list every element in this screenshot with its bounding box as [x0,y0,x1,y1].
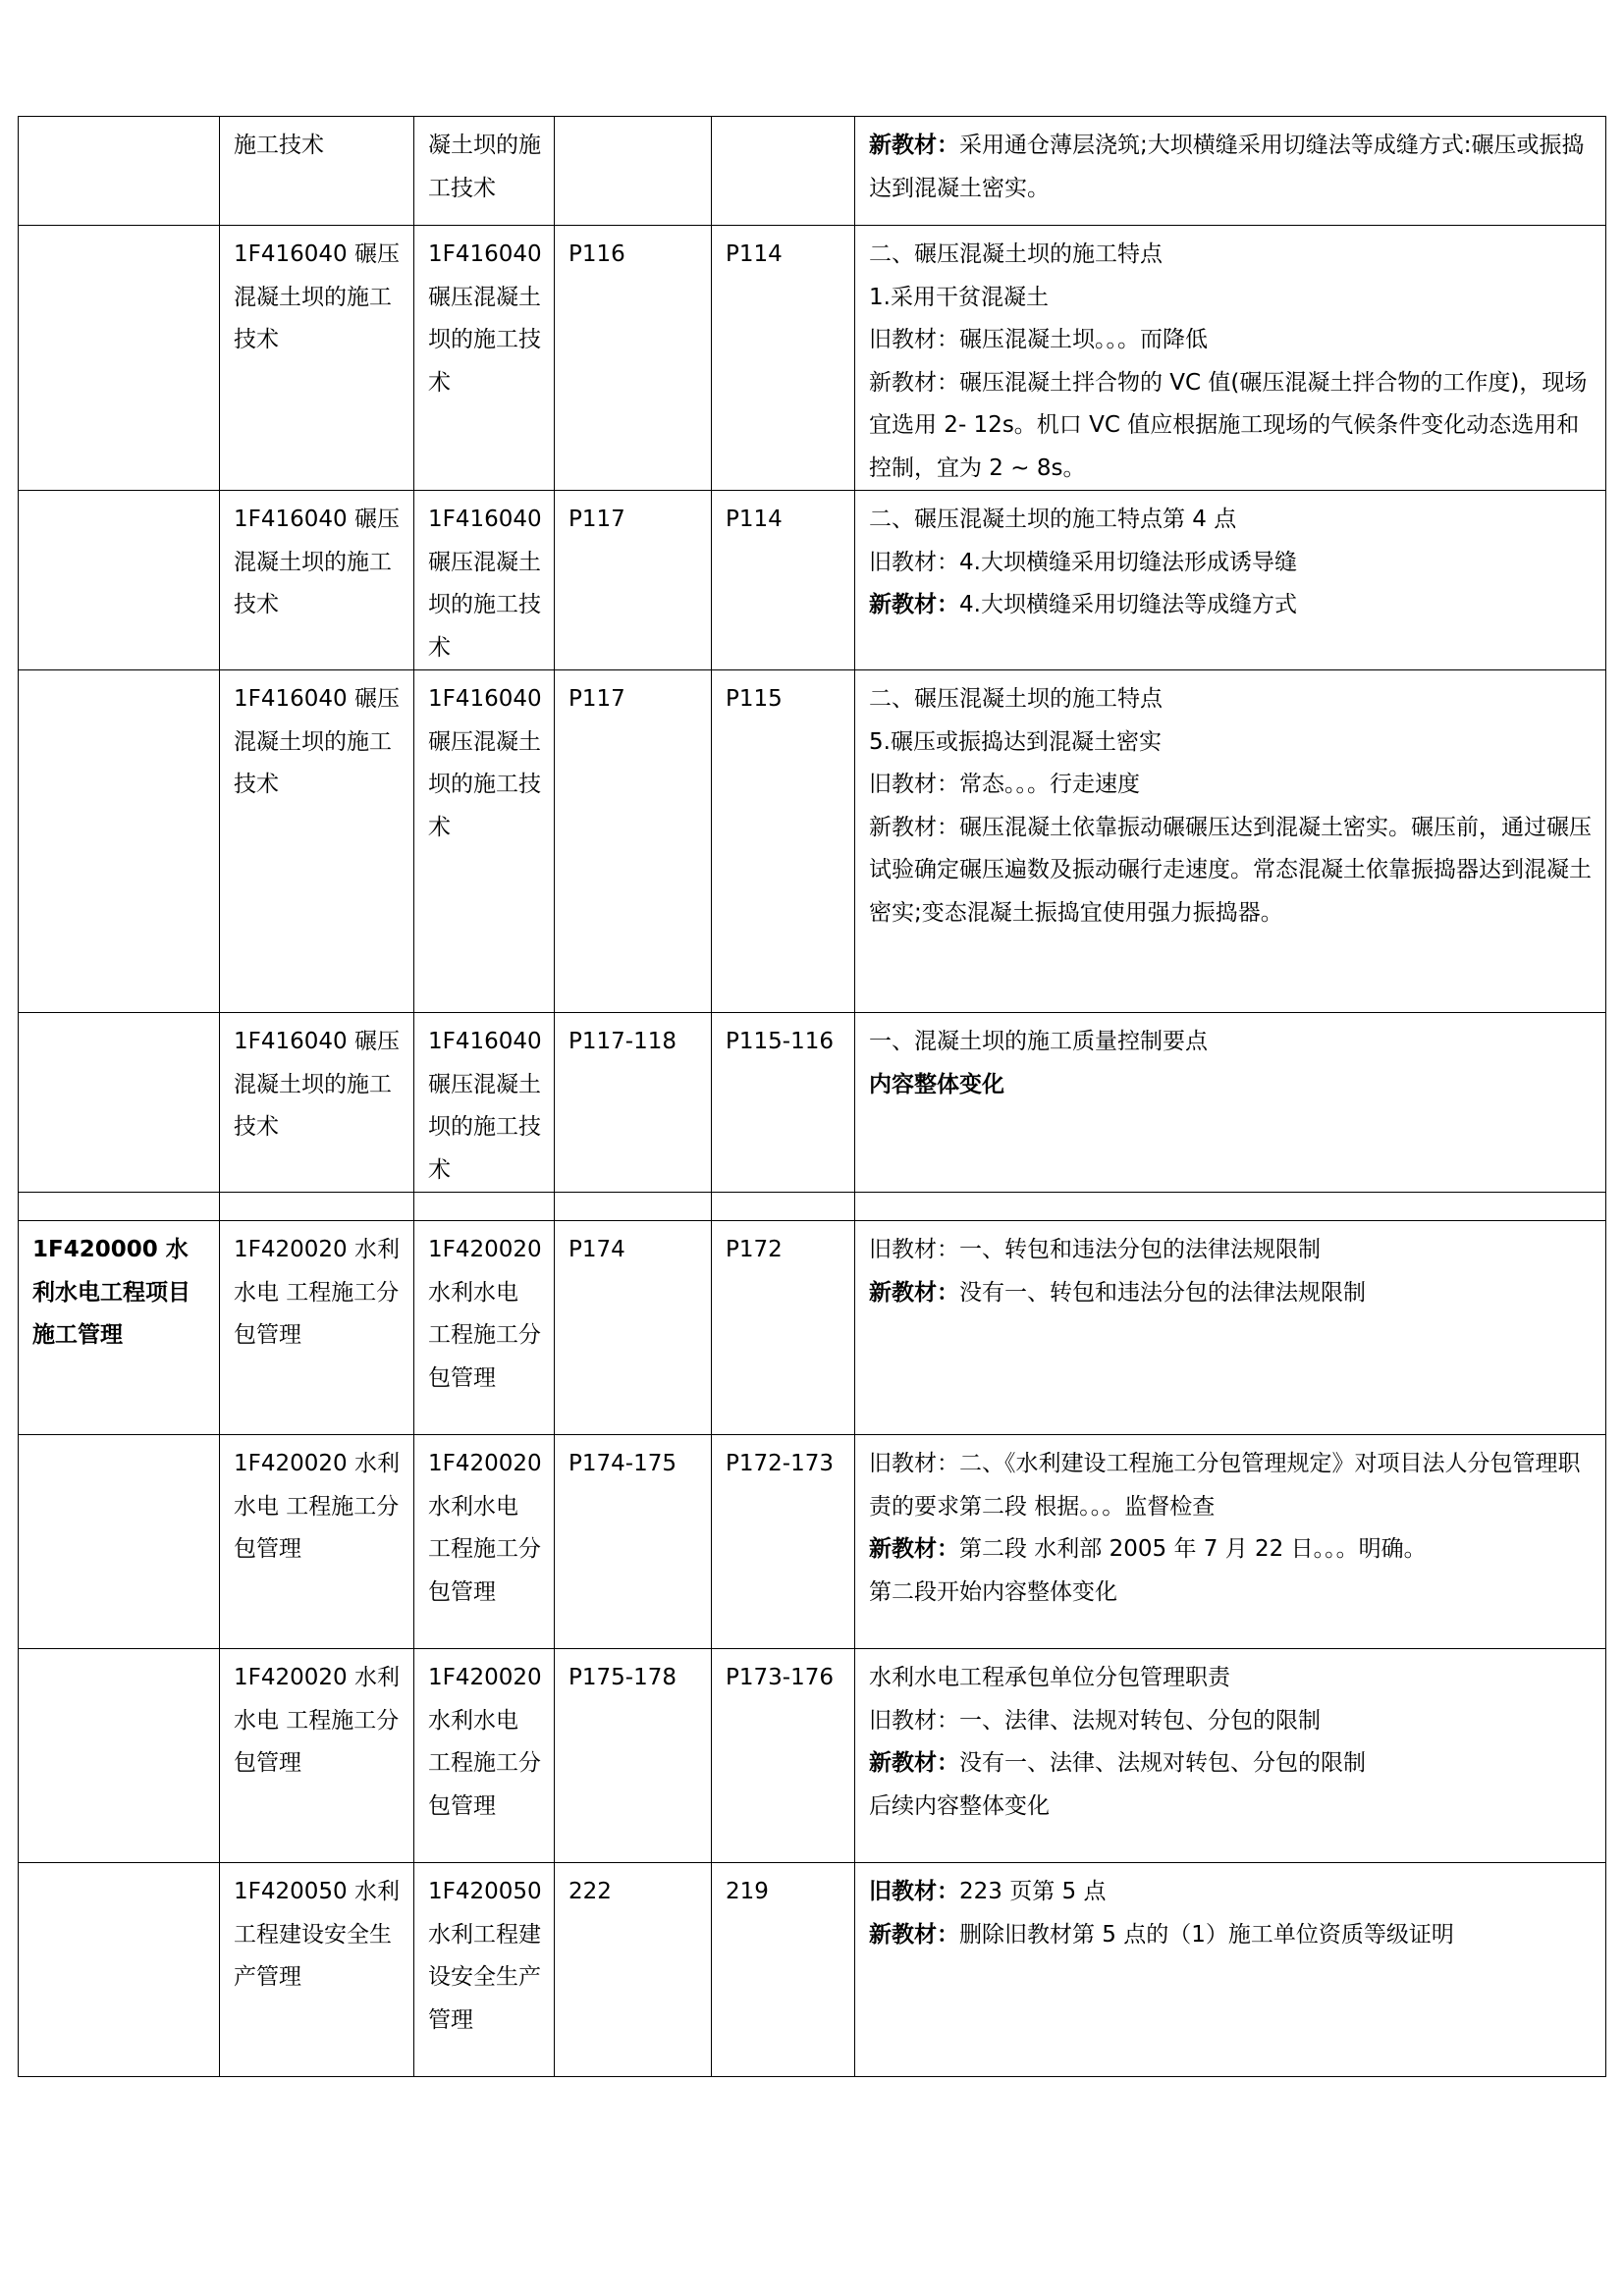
content-text: 二、碾压混凝土坝的施工特点第 4 点 [869,507,1237,532]
chapter-cell [19,1013,220,1193]
content-line [869,234,1594,277]
content-label: 新教材： [869,1750,959,1776]
content-line [869,125,1594,210]
section-old-cell: 1F416040 碾压混凝土坝的施工技术 [414,670,555,1013]
page-new-cell [712,1193,855,1221]
page-old-cell: P117 [555,491,712,670]
content-text: 水利水电工程承包单位分包管理职责 [869,1665,1230,1690]
section-old-cell: 1F416040 碾压混凝土坝的施工技术 [414,491,555,670]
table-row [19,117,1606,226]
section-old-cell: 凝土坝的施工技术 [414,117,555,226]
chapter-cell: 1F420000 水利水电工程项目施工管理 [19,1221,220,1435]
content-line [869,1742,1594,1786]
content-text: 新教材：碾压混凝土拌合物的 VC 值(碾压混凝土拌合物的工作度)，现场宜选用 2- 12s。机口 VC 值应根据施工现场的气候条件变化动态选用和控制，宜为 2 ~ 8s。 [869,369,1588,481]
content-line [869,1229,1594,1272]
table-row [19,1649,1606,1863]
content-text: 新教材：碾压混凝土依靠振动碾碾压达到混凝土密实。碾压前，通过碾压试验确定碾压遍数及振动碾行走速度。常态混凝土依靠振捣器达到混凝土密实;变态混凝土振捣宜使用强力振捣器。 [869,814,1592,926]
page-old-cell: P174-175 [555,1435,712,1649]
content-text: 采用通仓薄层浇筑;大坝横缝采用切缝法等成缝方式:碾压或振捣达到混凝土密实。 [869,133,1585,201]
content-line [869,319,1594,362]
section-cell: 1F420020 水利水电 工程施工分包管理 [220,1221,414,1435]
content-cell [855,491,1606,670]
page-old-cell [555,1193,712,1221]
page-old-cell: P117 [555,670,712,1013]
table-row [19,670,1606,1013]
content-text: 旧教材：4.大坝横缝采用切缝法形成诱导缝 [869,549,1297,575]
page-old-cell: P175-178 [555,1649,712,1863]
content-line [869,277,1594,320]
chapter-cell [19,1435,220,1649]
section-cell [220,1193,414,1221]
content-line [869,1786,1594,1829]
section-old-cell: 1F420020 水利水电 工程施工分包管理 [414,1649,555,1863]
content-line [869,1443,1594,1528]
content-text: 1.采用干贫混凝土 [869,284,1049,310]
page-new-cell: 219 [712,1863,855,2077]
page-new-cell [712,117,855,226]
page-new-cell: P172-173 [712,1435,855,1649]
section-cell: 1F420020 水利水电 工程施工分包管理 [220,1435,414,1649]
content-line [869,499,1594,542]
content-line [869,584,1594,627]
content-text: 内容整体变化 [869,1071,1004,1097]
section-cell: 1F416040 碾压混凝土坝的施工技术 [220,491,414,670]
content-text: 4.大坝横缝采用切缝法等成缝方式 [959,592,1297,617]
page-new-cell: P114 [712,491,855,670]
page-new-cell: P173-176 [712,1649,855,1863]
table-row [19,226,1606,491]
content-label: 新教材： [869,1536,959,1562]
content-line [869,1871,1594,1914]
content-text: 没有一、法律、法规对转包、分包的限制 [959,1750,1366,1776]
section-old-cell: 1F416040 碾压混凝土坝的施工技术 [414,1013,555,1193]
content-cell [855,1863,1606,2077]
content-label: 新教材： [869,592,959,617]
content-text: 二、碾压混凝土坝的施工特点 [869,686,1163,712]
content-cell [855,1221,1606,1435]
chapter-cell [19,226,220,491]
page-old-cell: P116 [555,226,712,491]
content-text: 删除旧教材第 5 点的（1）施工单位资质等级证明 [959,1921,1454,1948]
content-line [869,542,1594,585]
page-new-cell: P172 [712,1221,855,1435]
section-old-cell: 1F420020 水利水电 工程施工分包管理 [414,1435,555,1649]
table-body [19,117,1606,2077]
section-old-cell [414,1193,555,1221]
content-line [869,721,1594,765]
table-row [19,1435,1606,1649]
content-text: 223 页第 5 点 [959,1879,1107,1904]
chapter-cell [19,1193,220,1221]
content-line [869,1021,1594,1064]
content-line [869,764,1594,807]
content-cell [855,1649,1606,1863]
page-old-cell: P117-118 [555,1013,712,1193]
content-cell [855,117,1606,226]
content-cell [855,670,1606,1013]
content-label: 新教材： [869,133,959,158]
content-line [869,1657,1594,1700]
table-row [19,1013,1606,1193]
content-line [869,807,1594,935]
content-text: 后续内容整体变化 [869,1792,1050,1819]
content-label: 旧教材： [869,1879,959,1904]
page-old-cell [555,117,712,226]
content-text: 一、混凝土坝的施工质量控制要点 [869,1029,1208,1054]
table-row [19,1221,1606,1435]
page-new-cell: P115 [712,670,855,1013]
section-cell: 1F416040 碾压混凝土坝的施工技术 [220,1013,414,1193]
page-new-cell: P114 [712,226,855,491]
comparison-table [18,116,1606,2077]
chapter-cell [19,1649,220,1863]
content-text: 5.碾压或振捣达到混凝土密实 [869,728,1162,755]
section-cell: 施工技术 [220,117,414,226]
content-text: 旧教材：一、法律、法规对转包、分包的限制 [869,1707,1321,1734]
content-cell [855,1193,1606,1221]
chapter-cell [19,670,220,1013]
chapter-cell [19,117,220,226]
content-line [869,1700,1594,1743]
content-text: 旧教材：碾压混凝土坝。。。而降低 [869,327,1208,352]
content-text: 第二段 水利部 2005 年 7 月 22 日。。。明确。 [959,1536,1427,1562]
content-text: 二、碾压混凝土坝的施工特点 [869,241,1163,267]
section-cell: 1F416040 碾压混凝土坝的施工技术 [220,670,414,1013]
content-line [869,1064,1594,1107]
chapter-cell [19,491,220,670]
content-label: 新教材： [869,1921,959,1948]
content-text: 第二段开始内容整体变化 [869,1578,1117,1605]
content-line [869,362,1594,491]
section-cell: 1F416040 碾压混凝土坝的施工技术 [220,226,414,491]
page-new-cell: P115-116 [712,1013,855,1193]
content-text: 没有一、转包和违法分包的法律法规限制 [959,1279,1366,1306]
section-cell: 1F420020 水利水电 工程施工分包管理 [220,1649,414,1863]
content-cell [855,1435,1606,1649]
content-line [869,678,1594,721]
content-text: 旧教材：常态。。。行走速度 [869,772,1140,797]
content-line [869,1914,1594,1957]
content-cell [855,1013,1606,1193]
content-line [869,1528,1594,1572]
content-text: 旧教材：二、《水利建设工程施工分包管理规定》对项目法人分包管理职责的要求第二段 根据。。。监督检查 [869,1451,1581,1520]
chapter-cell [19,1863,220,2077]
content-line [869,1572,1594,1615]
content-text: 旧教材：一、转包和违法分包的法律法规限制 [869,1237,1321,1262]
table-row [19,1863,1606,2077]
content-label: 新教材： [869,1279,959,1306]
section-cell: 1F420050 水利工程建设安全生产管理 [220,1863,414,2077]
table-row [19,1193,1606,1221]
table-row [19,491,1606,670]
page-old-cell: 222 [555,1863,712,2077]
content-line [869,1272,1594,1315]
section-old-cell: 1F420020 水利水电 工程施工分包管理 [414,1221,555,1435]
page-old-cell: P174 [555,1221,712,1435]
content-cell [855,226,1606,491]
section-old-cell: 1F416040 碾压混凝土坝的施工技术 [414,226,555,491]
section-old-cell: 1F420050 水利工程建设安全生产管理 [414,1863,555,2077]
